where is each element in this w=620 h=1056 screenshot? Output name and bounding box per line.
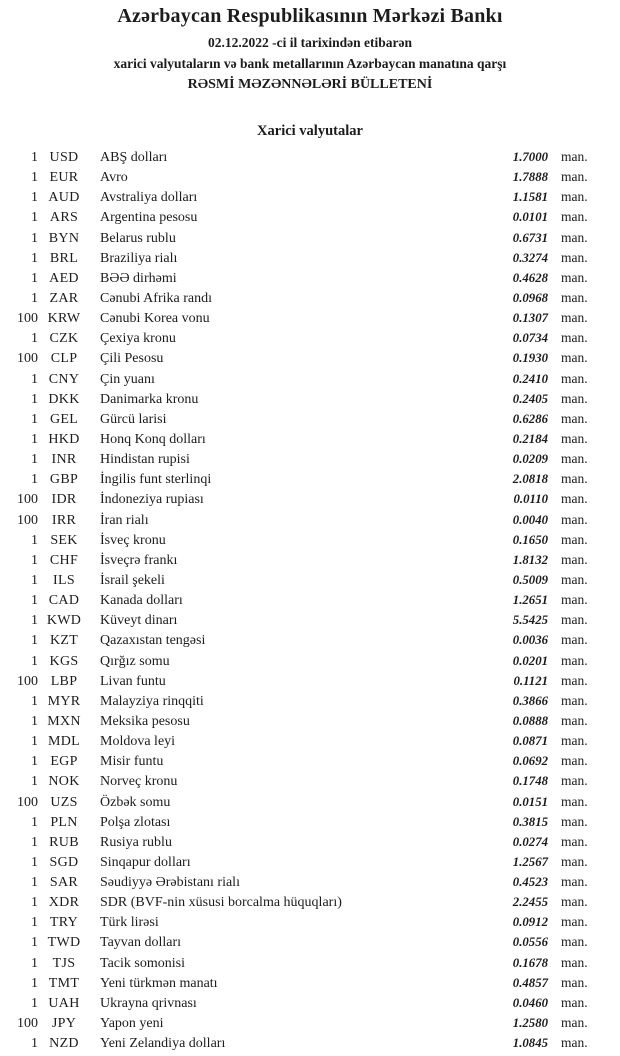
currency-name: BƏƏ dirhəmi [100, 270, 177, 286]
currency-code: JPY [51, 1016, 77, 1032]
table-row [0, 248, 594, 268]
rate-value: 1.2651 [512, 593, 548, 608]
quantity-cell: 1 [31, 975, 38, 991]
currency-name: Cənubi Afrika randı [100, 290, 212, 306]
unit-label: man. [561, 410, 588, 426]
currency-code: TWD [47, 935, 81, 951]
currency-code: AUD [48, 190, 80, 206]
unit-label: man. [561, 994, 588, 1010]
rate-value: 0.0110 [513, 492, 548, 507]
unit-label: man. [561, 712, 588, 728]
table-row [0, 651, 594, 671]
quantity-cell: 1 [31, 190, 38, 206]
quantity-cell: 100 [17, 1016, 38, 1032]
unit-label: man. [561, 269, 588, 285]
quantity-cell: 1 [31, 633, 38, 649]
table-row [0, 228, 594, 248]
unit-label: man. [561, 914, 588, 930]
currency-code: BRL [49, 250, 79, 266]
rate-value: 0.0888 [512, 713, 548, 728]
currency-code: UZS [50, 794, 78, 810]
quantity-cell: 100 [17, 794, 38, 810]
currency-code: MDL [47, 734, 80, 750]
rate-value: 0.0040 [512, 512, 548, 527]
quantity-cell: 1 [31, 754, 38, 770]
unit-label: man. [561, 853, 588, 869]
unit-label: man. [561, 753, 588, 769]
quantity-cell: 1 [31, 995, 38, 1011]
rate-value: 0.2410 [512, 371, 548, 386]
quantity-cell: 1 [31, 552, 38, 568]
table-row [0, 892, 594, 912]
quantity-cell: 1 [31, 210, 38, 226]
currency-name: Küveyt dinarı [100, 613, 178, 629]
unit-label: man. [561, 330, 588, 346]
currency-name: Türk lirəsi [100, 915, 159, 931]
currency-code: KWD [46, 613, 82, 629]
unit-label: man. [561, 773, 588, 789]
currency-code: IDR [51, 492, 77, 508]
currency-code: HKD [48, 431, 80, 447]
table-row [0, 429, 594, 449]
unit-label: man. [561, 451, 588, 467]
unit-label: man. [561, 954, 588, 970]
currency-name: Cənubi Korea vonu [100, 311, 210, 327]
unit-label: man. [561, 390, 588, 406]
currency-name: Sinqapur dolları [100, 854, 191, 870]
currency-name: Belarus rublu [100, 230, 176, 246]
quantity-cell: 1 [31, 653, 38, 669]
unit-label: man. [561, 189, 588, 205]
currency-code: MXN [47, 713, 81, 729]
section-title-foreign-currencies: Xarici valyutalar [257, 123, 363, 139]
rate-value: 0.4523 [512, 875, 548, 890]
table-row [0, 147, 594, 167]
currency-code: TRY [49, 915, 79, 931]
unit-label: man. [561, 1015, 588, 1031]
currency-name: SDR (BVF-nin xüsusi borcalma hüquqları) [100, 895, 342, 911]
table-row [0, 932, 594, 952]
unit-label: man. [561, 974, 588, 990]
table-row [0, 449, 594, 469]
unit-label: man. [561, 310, 588, 326]
currency-name: Yapon yeni [100, 1016, 164, 1032]
rate-value: 0.1650 [512, 532, 548, 547]
rate-value: 2.2455 [512, 895, 548, 910]
rate-value: 0.0968 [512, 290, 548, 305]
unit-label: man. [561, 289, 588, 305]
currency-name: Misir funtu [100, 754, 164, 770]
table-row [0, 328, 594, 348]
quantity-cell: 1 [31, 693, 38, 709]
currency-code: BYN [48, 230, 80, 246]
table-row [0, 1013, 594, 1033]
table-row [0, 288, 594, 308]
quantity-cell: 1 [31, 472, 38, 488]
currency-name: Argentina pesosu [100, 210, 198, 226]
currency-name: Moldova leyi [100, 734, 176, 750]
table-row [0, 389, 594, 409]
currency-name: İndoneziya rupiası [100, 492, 204, 508]
rates-table [0, 147, 620, 1053]
currency-code: XDR [48, 895, 80, 911]
currency-code: CLP [50, 351, 78, 367]
table-row [0, 570, 594, 590]
table-row [0, 550, 594, 570]
table-row [0, 167, 594, 187]
quantity-cell: 1 [31, 854, 38, 870]
unit-label: man. [561, 249, 588, 265]
currency-code: NOK [48, 774, 80, 790]
quantity-cell: 1 [31, 391, 38, 407]
currency-name: Səudiyyə Ərəbistanı rialı [100, 875, 240, 891]
table-row [0, 751, 594, 771]
quantity-cell: 1 [31, 955, 38, 971]
table-row [0, 792, 594, 812]
rate-value: 1.7888 [512, 170, 548, 185]
currency-name: Polşa zlotası [100, 814, 171, 830]
quantity-cell: 100 [17, 492, 38, 508]
currency-name: Çili Pesosu [100, 351, 164, 367]
currency-code: UAH [48, 995, 80, 1011]
currency-code: CHF [49, 552, 79, 568]
currency-code: ARS [49, 210, 79, 226]
rate-value: 1.2567 [512, 854, 548, 869]
currency-name: Qazaxıstan tengəsi [100, 633, 206, 649]
quantity-cell: 1 [31, 290, 38, 306]
quantity-cell: 1 [31, 331, 38, 347]
table-row [0, 510, 594, 530]
currency-name: Danimarka kronu [100, 391, 199, 407]
currency-code: RUB [49, 834, 79, 850]
quantity-cell: 100 [17, 311, 38, 327]
unit-label: man. [561, 229, 588, 245]
currency-code: TMT [48, 975, 80, 991]
table-row [0, 671, 594, 691]
rate-value: 5.5425 [512, 613, 548, 628]
unit-label: man. [561, 471, 588, 487]
bulletin-title: RƏSMİ MƏZƏNNƏLƏRİ BÜLLETENİ [187, 77, 433, 92]
currency-name: Gürcü larisi [100, 411, 167, 427]
quantity-cell: 1 [31, 814, 38, 830]
rate-value: 0.3274 [512, 250, 548, 265]
quantity-cell: 1 [31, 734, 38, 750]
bank-title: Azərbaycan Respublikasının Mərkəzi Bankı [117, 5, 503, 27]
currency-code: IRR [51, 512, 77, 528]
quantity-cell: 1 [31, 895, 38, 911]
quantity-cell: 1 [31, 613, 38, 629]
quantity-cell: 1 [31, 875, 38, 891]
rate-value: 1.0845 [512, 1036, 548, 1051]
table-row [0, 912, 594, 932]
rate-value: 1.8132 [512, 552, 548, 567]
currency-code: SAR [49, 875, 79, 891]
rate-value: 0.2184 [512, 431, 548, 446]
currency-code: EUR [49, 170, 79, 186]
currency-name: Hindistan rupisi [100, 452, 190, 468]
unit-label: man. [561, 169, 588, 185]
currency-name: Avstraliya dolları [100, 190, 198, 206]
quantity-cell: 1 [31, 270, 38, 286]
currency-code: AED [49, 270, 79, 286]
currency-name: Yeni Zelandiya dolları [100, 1036, 226, 1052]
rate-value: 0.6286 [512, 411, 548, 426]
unit-label: man. [561, 632, 588, 648]
currency-code: GBP [49, 472, 79, 488]
unit-label: man. [561, 370, 588, 386]
currency-code: ZAR [49, 290, 79, 306]
currency-code: CZK [49, 331, 79, 347]
currency-code: PLN [50, 814, 78, 830]
quantity-cell: 100 [17, 512, 38, 528]
rate-value: 0.4857 [512, 975, 548, 990]
table-row [0, 953, 594, 973]
table-row [0, 771, 594, 791]
unit-label: man. [561, 149, 588, 164]
rate-value: 0.0151 [512, 794, 548, 809]
rate-value: 0.0101 [512, 210, 548, 225]
table-row [0, 268, 594, 288]
rate-value: 0.0209 [512, 452, 548, 467]
rate-value: 0.0871 [512, 734, 548, 749]
currency-code: KRW [47, 311, 81, 327]
table-row [0, 711, 594, 731]
currency-code: CAD [48, 593, 80, 609]
unit-label: man. [561, 551, 588, 567]
currency-code: ILS [53, 572, 75, 588]
unit-label: man. [561, 793, 588, 809]
table-row [0, 731, 594, 751]
currency-name: Meksika pesosu [100, 713, 190, 729]
effective-date-line: 02.12.2022 -ci il tarixindən etibarən [208, 35, 412, 50]
currency-name: İsrail şekeli [100, 572, 165, 588]
rate-value: 1.7000 [512, 150, 548, 164]
unit-label: man. [561, 430, 588, 446]
quantity-cell: 1 [31, 915, 38, 931]
unit-label: man. [561, 672, 588, 688]
unit-label: man. [561, 531, 588, 547]
table-row [0, 348, 594, 368]
currency-name: İsveç kronu [100, 532, 166, 548]
rate-value: 1.2580 [512, 1016, 548, 1031]
currency-name: Honq Konq dolları [100, 431, 206, 447]
currency-name: Kanada dolları [100, 593, 183, 609]
unit-label: man. [561, 350, 588, 366]
quantity-cell: 1 [31, 250, 38, 266]
currency-code: MYR [47, 693, 81, 709]
quantity-cell: 1 [31, 170, 38, 186]
currency-name: Çin yuanı [100, 371, 155, 387]
currency-code: TJS [52, 955, 76, 971]
currency-name: Çexiya kronu [100, 331, 176, 347]
bulletin-subtitle: xarici valyutaların və bank metallarının Azərbaycan manatına qarşı [113, 56, 507, 71]
currency-name: Qırğız somu [100, 653, 170, 669]
unit-label: man. [561, 571, 588, 587]
unit-label: man. [561, 874, 588, 890]
unit-label: man. [561, 511, 588, 527]
currency-code: CNY [48, 371, 80, 387]
table-row [0, 369, 594, 389]
quantity-cell: 1 [31, 572, 38, 588]
table-row [0, 993, 594, 1013]
currency-code: SEK [50, 532, 78, 548]
currency-code: KGS [49, 653, 79, 669]
table-row [0, 872, 594, 892]
quantity-cell: 1 [31, 452, 38, 468]
currency-code: USD [49, 150, 79, 165]
currency-name: İsveçrə frankı [100, 552, 178, 568]
table-row [0, 691, 594, 711]
unit-label: man. [561, 209, 588, 225]
rate-value: 0.2405 [512, 391, 548, 406]
unit-label: man. [561, 934, 588, 950]
rate-value: 0.0274 [512, 834, 548, 849]
rate-value: 0.5009 [512, 572, 548, 587]
quantity-cell: 1 [31, 713, 38, 729]
unit-label: man. [561, 894, 588, 910]
currency-name: Livan funtu [100, 673, 166, 689]
quantity-cell: 1 [31, 593, 38, 609]
table-row [0, 409, 594, 429]
currency-name: Özbək somu [100, 794, 171, 810]
unit-label: man. [561, 491, 588, 507]
rate-value: 0.0734 [512, 331, 548, 346]
currency-name: Avro [100, 170, 128, 186]
quantity-cell: 1 [31, 150, 38, 165]
quantity-cell: 1 [31, 411, 38, 427]
quantity-cell: 1 [31, 371, 38, 387]
currency-name: Malayziya rinqqiti [100, 693, 204, 709]
rate-value: 0.1930 [512, 351, 548, 366]
currency-name: Braziliya rialı [100, 250, 178, 266]
quantity-cell: 1 [31, 774, 38, 790]
quantity-cell: 100 [17, 673, 38, 689]
table-row [0, 852, 594, 872]
unit-label: man. [561, 1035, 588, 1051]
currency-name: Rusiya rublu [100, 834, 172, 850]
rate-value: 2.0818 [512, 472, 548, 487]
currency-code: DKK [48, 391, 80, 407]
quantity-cell: 1 [31, 834, 38, 850]
quantity-cell: 100 [17, 351, 38, 367]
currency-code: NZD [49, 1036, 79, 1052]
currency-code: KZT [49, 633, 79, 649]
rate-value: 0.0036 [512, 633, 548, 648]
rate-value: 0.0460 [512, 995, 548, 1010]
rate-value: 0.1678 [512, 955, 548, 970]
quantity-cell: 1 [31, 1036, 38, 1052]
currency-code: SGD [49, 854, 79, 870]
currency-name: İngilis funt sterlinqi [100, 472, 212, 488]
table-row [0, 590, 594, 610]
currency-name: Tayvan dolları [100, 935, 182, 951]
table-row [0, 530, 594, 550]
rate-value: 1.1581 [512, 190, 548, 205]
unit-label: man. [561, 813, 588, 829]
table-row [0, 308, 594, 328]
rate-value: 0.0692 [512, 754, 548, 769]
table-row [0, 469, 594, 489]
currency-code: EGP [50, 754, 78, 770]
table-row [0, 630, 594, 650]
currency-name: Ukrayna qrivnası [100, 995, 197, 1011]
table-row [0, 812, 594, 832]
rate-value: 0.4628 [512, 270, 548, 285]
table-row [0, 610, 594, 630]
quantity-cell: 1 [31, 935, 38, 951]
currency-name: Tacik somonisi [100, 955, 185, 971]
unit-label: man. [561, 592, 588, 608]
table-row [0, 207, 594, 227]
rate-value: 0.0912 [512, 915, 548, 930]
rate-value: 0.1748 [512, 774, 548, 789]
unit-label: man. [561, 833, 588, 849]
rate-value: 0.3866 [512, 693, 548, 708]
quantity-cell: 1 [31, 230, 38, 246]
currency-name: ABŞ dolları [100, 150, 168, 165]
unit-label: man. [561, 652, 588, 668]
unit-label: man. [561, 733, 588, 749]
rate-value: 0.0201 [512, 653, 548, 668]
table-row [0, 832, 594, 852]
unit-label: man. [561, 612, 588, 628]
currency-name: İran rialı [100, 512, 149, 528]
quantity-cell: 1 [31, 532, 38, 548]
table-row [0, 1033, 594, 1053]
rate-value: 0.1307 [512, 311, 548, 326]
table-row [0, 489, 594, 509]
table-row [0, 973, 594, 993]
currency-name: Yeni türkmən manatı [100, 975, 218, 991]
currency-name: Norveç kronu [100, 774, 178, 790]
currency-code: GEL [49, 411, 79, 427]
rate-value: 0.0556 [512, 935, 548, 950]
quantity-cell: 1 [31, 431, 38, 447]
rate-value: 0.3815 [512, 814, 548, 829]
unit-label: man. [561, 692, 588, 708]
currency-code: LBP [50, 673, 78, 689]
rate-value: 0.6731 [512, 230, 548, 245]
table-row [0, 187, 594, 207]
rate-value: 0.1121 [513, 673, 548, 688]
currency-code: INR [51, 452, 77, 468]
